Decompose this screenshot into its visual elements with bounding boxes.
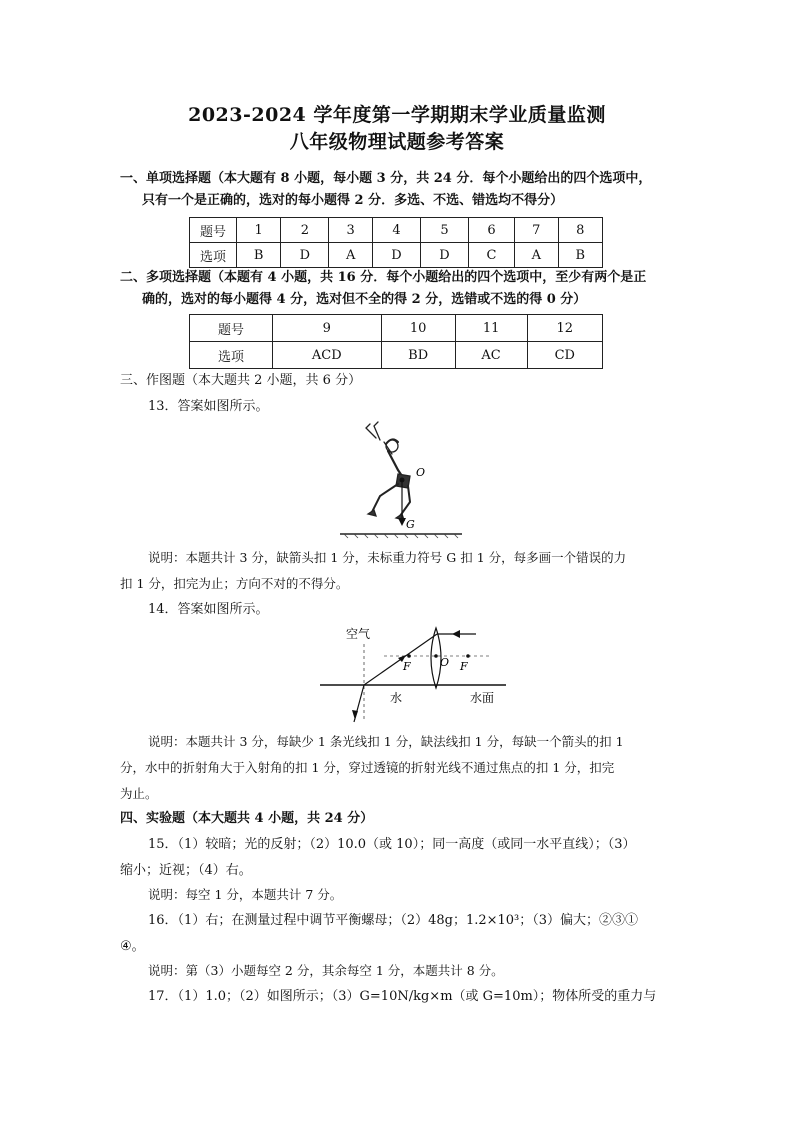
row-label-answer: 选项 <box>190 243 237 268</box>
label-air: 空气 <box>346 627 371 641</box>
table-cell: 3 <box>329 218 373 243</box>
table-cell: A <box>329 243 373 268</box>
row-label-number: 题号 <box>190 218 237 243</box>
label-F-left: F <box>403 660 411 673</box>
focal-point-left <box>407 654 411 658</box>
row-label-number: 题号 <box>190 315 273 342</box>
question-15: 15．（1）较暗；光的反射；（2）10.0（或 10）；同一高度（或同一水平直线）；（3） <box>148 837 636 852</box>
table-row <box>190 342 603 369</box>
table-cell: 12 <box>527 315 603 342</box>
section4-heading: 四、实验题（本大题共 4 小题，共 24 分） <box>120 811 374 826</box>
section1-heading: 一、单项选择题（本大题有 8 小题，每小题 3 分，共 24 分．每个小题给出的四个选项中， <box>120 171 652 186</box>
section3-heading: 三、作图题（本大题共 2 小题，共 6 分） <box>120 373 362 388</box>
document-title: 2023-2024 学年度第一学期期末学业质量监测 <box>188 104 606 126</box>
table-cell: 7 <box>515 218 559 243</box>
section2-heading: 二、多项选择题（本题有 4 小题，共 16 分．每个小题给出的四个选项中，至少有两个是正 <box>120 270 647 285</box>
table-cell: B <box>558 243 602 268</box>
table-cell: AC <box>455 342 527 369</box>
table-cell: B <box>237 243 281 268</box>
note-16: 说明：第（3）小题每空 2 分，其余每空 1 分，本题共计 8 分。 <box>148 963 504 978</box>
table-cell: 2 <box>281 218 329 243</box>
section2-answer-table <box>189 314 603 369</box>
table-cell: 10 <box>381 315 455 342</box>
table-cell: BD <box>381 342 455 369</box>
row-label-answer: 选项 <box>190 342 273 369</box>
note-14-cont: 分，水中的折射角大于入射角的扣 1 分，穿过透镜的折射光线不通过焦点的扣 1 分，扣完 <box>120 760 615 775</box>
question-16: 16．（1）右；在测量过程中调节平衡螺母；（2）48g；1.2×10³；（3）偏大；②③① <box>148 913 639 928</box>
note-15: 说明：每空 1 分，本题共计 7 分。 <box>148 887 343 902</box>
figure-14-lens-refraction <box>316 624 516 724</box>
table-cell: 6 <box>469 218 515 243</box>
question-16-cont: ④。 <box>120 939 145 954</box>
jumper-person <box>366 422 410 520</box>
table-cell: 8 <box>558 218 602 243</box>
table-row <box>190 315 603 342</box>
label-F-right: F <box>460 660 468 673</box>
table-cell: CD <box>527 342 603 369</box>
incident-ray-arrow <box>452 630 460 638</box>
question-15-cont: 缩小；近视；（4）右。 <box>120 863 252 878</box>
table-cell: D <box>281 243 329 268</box>
section1-heading-cont: 只有一个是正确的，选对的每小题得 2 分．多选、不选、错选均不得分） <box>142 193 564 208</box>
table-cell: A <box>515 243 559 268</box>
note-14-cont2: 为止。 <box>120 786 158 801</box>
label-O: O <box>416 466 426 479</box>
water-refracted-ray-arrow <box>352 710 358 720</box>
label-water: 水 <box>390 691 403 705</box>
table-cell: 11 <box>455 315 527 342</box>
question-14: 14．答案如图所示。 <box>148 602 269 617</box>
question-17: 17．（1）1.0；（2）如图所示；（3）G=10N/kg×m（或 G=10m）；物体所受的重力与 <box>148 989 657 1004</box>
note-13-cont: 扣 1 分，扣完为止；方向不对的不得分。 <box>120 576 349 591</box>
table-cell: D <box>421 243 469 268</box>
table-cell: 4 <box>372 218 420 243</box>
table-cell: C <box>469 243 515 268</box>
document-subtitle: 八年级物理试题参考答案 <box>289 131 505 153</box>
table-row <box>190 218 603 243</box>
focal-point-right <box>466 654 470 658</box>
label-water-surface: 水面 <box>470 691 495 705</box>
table-cell: D <box>372 243 420 268</box>
label-G: G <box>406 518 415 531</box>
question-13: 13．答案如图所示。 <box>148 399 269 414</box>
gravity-arrow-head <box>398 518 406 526</box>
table-cell: 1 <box>237 218 281 243</box>
table-cell: 5 <box>421 218 469 243</box>
label-O: O <box>440 656 450 669</box>
table-cell: 9 <box>273 315 382 342</box>
table-row <box>190 243 603 268</box>
optical-center <box>434 654 438 658</box>
section1-answer-table <box>189 217 603 268</box>
note-14: 说明：本题共计 3 分，每缺少 1 条光线扣 1 分，缺法线扣 1 分，每缺一个箭头的扣 1 <box>148 734 624 749</box>
section2-heading-cont: 确的，选对的每小题得 4 分，选对但不全的得 2 分，选错或不选的得 0 分） <box>142 292 587 307</box>
note-13: 说明：本题共计 3 分，缺箭头扣 1 分，未标重力符号 G 扣 1 分，每多画一个错误的力 <box>148 550 627 565</box>
table-cell: ACD <box>273 342 382 369</box>
figure-13-long-jumper <box>336 420 466 540</box>
